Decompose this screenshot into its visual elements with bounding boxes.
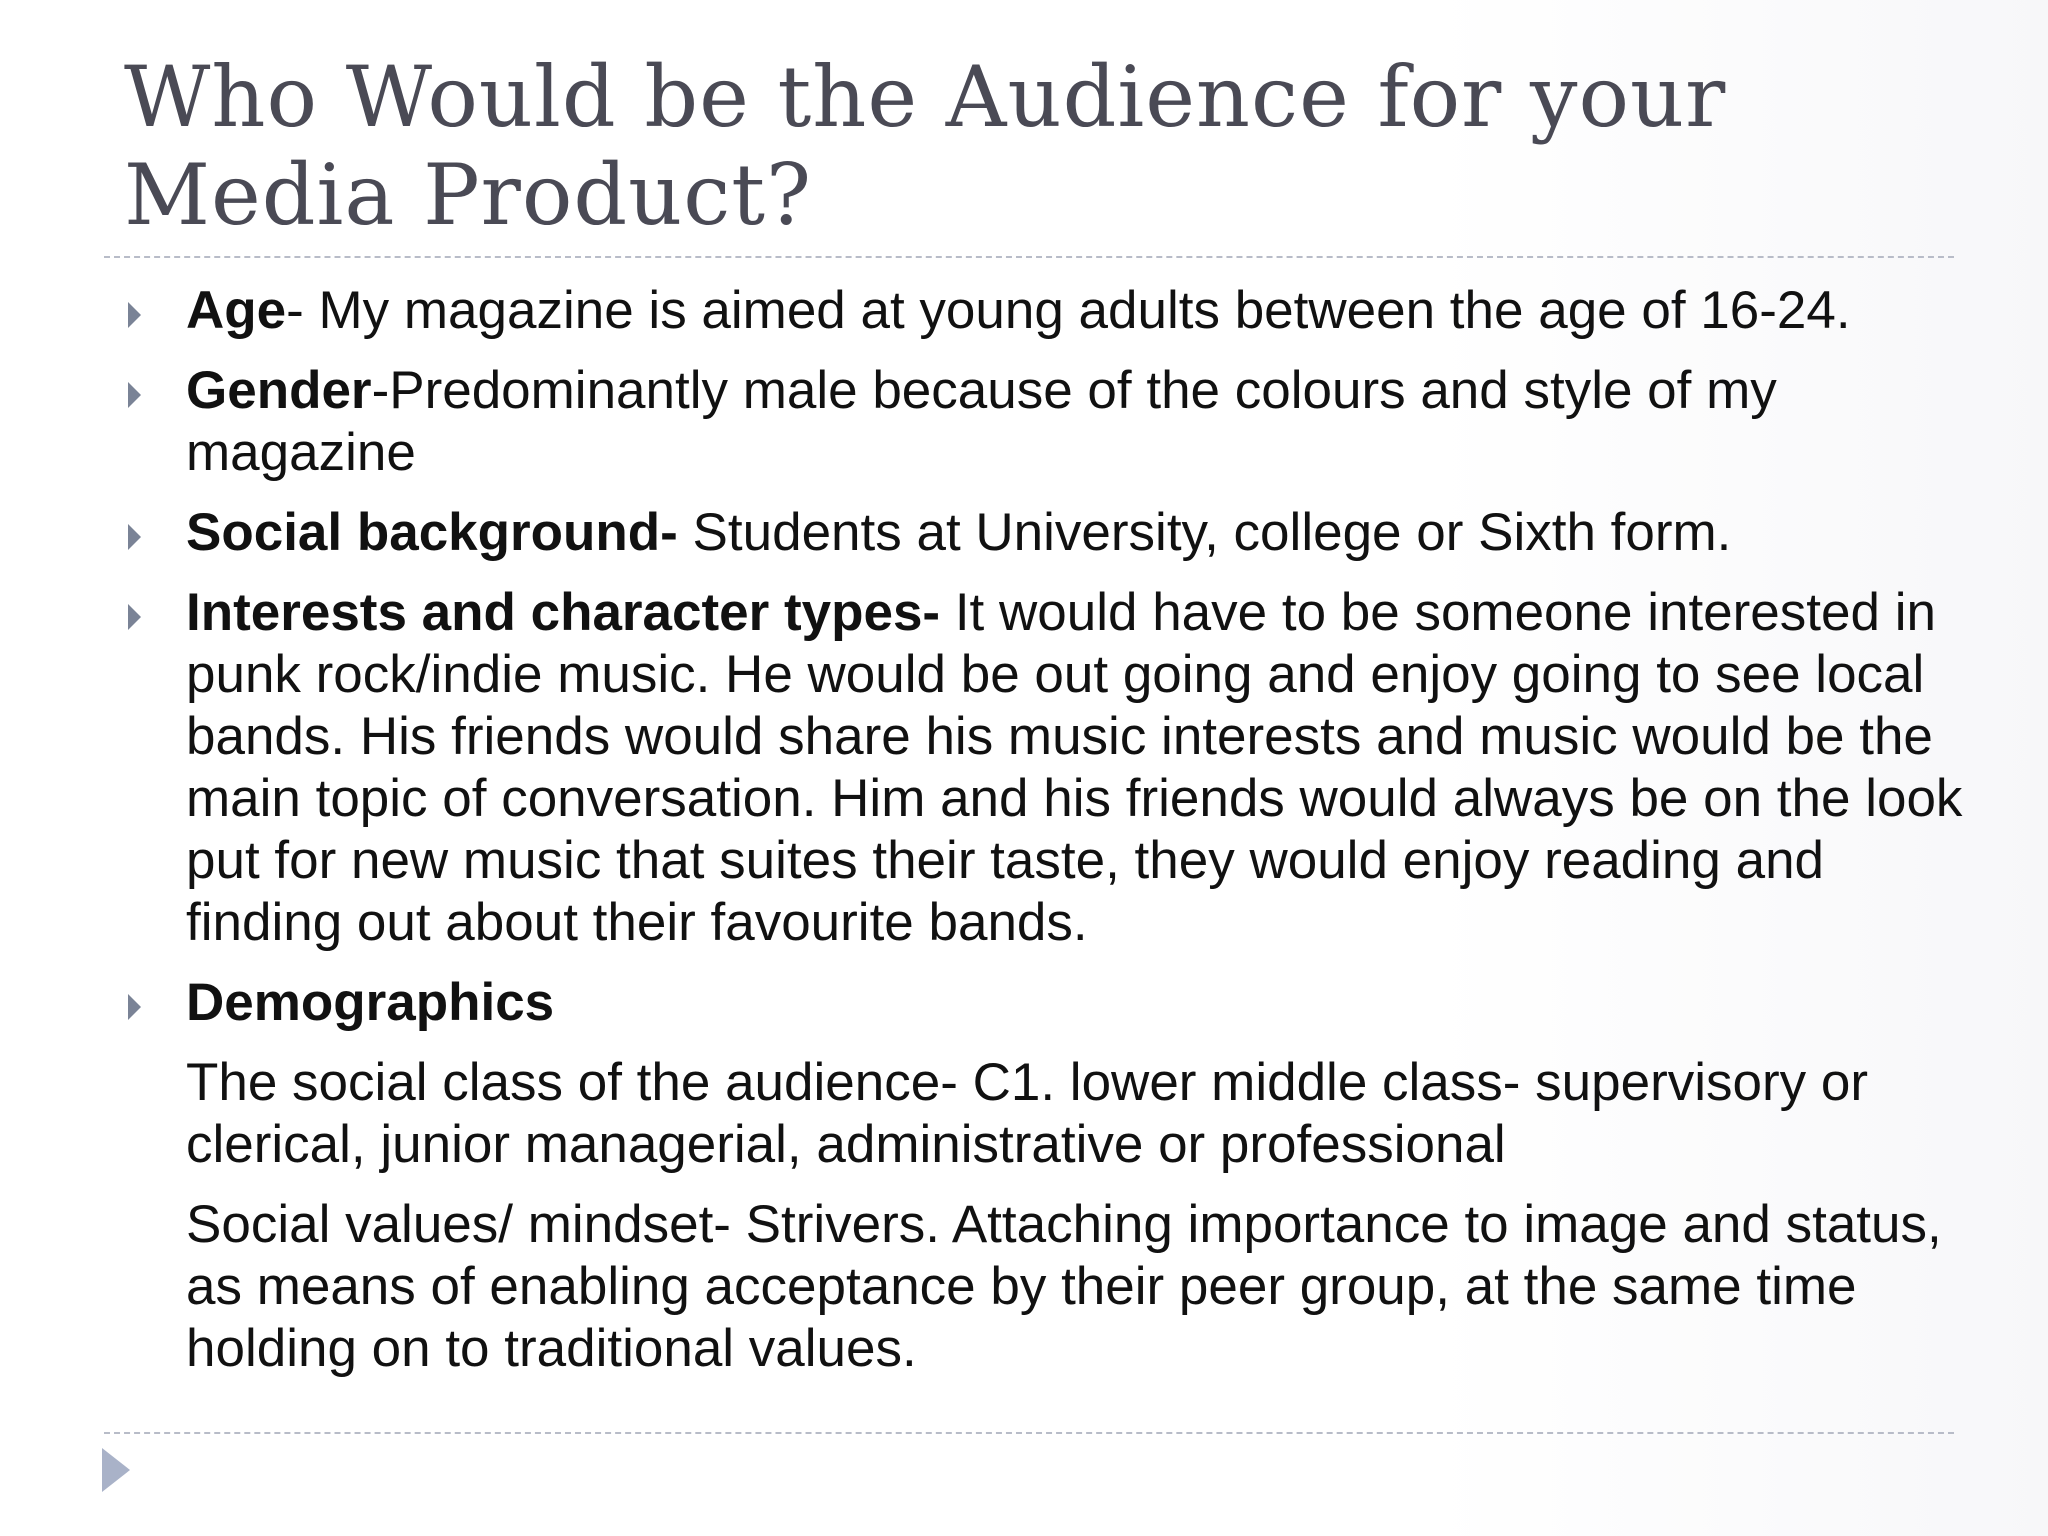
triangle-bullet-icon — [128, 382, 141, 408]
bullet-social-background — [124, 502, 1964, 564]
triangle-bullet-icon — [128, 604, 141, 630]
bullet-term: Demographics — [186, 973, 555, 1032]
footer-divider — [104, 1432, 1954, 1434]
slide-title: Who Would be the Audience for your Media Product? — [124, 48, 1727, 244]
slide-body — [124, 280, 1964, 1398]
bullet-term: Social background- — [186, 503, 678, 562]
triangle-bullet-icon — [128, 302, 141, 328]
bullet-text: -Predominantly male because of the colours and style of my magazine — [186, 361, 1777, 482]
footer-triangle-icon — [102, 1448, 130, 1492]
bullet-gender — [124, 360, 1964, 484]
bullet-text: It would have to be someone interested in punk rock/indie music. He would be out going and enjoy going to see local bands. His friends would share his music interests and music would be the main topic of conversation. Him and his friends would always be on the look put for new music that suites their taste, they would enjoy reading and finding out about their favourite bands. — [186, 583, 1963, 952]
bullet-term: Interests and character types- — [186, 583, 941, 642]
paragraph-social-class: The social class of the audience- C1. lower middle class- supervisory or clerical, junior managerial, administrative or professional — [186, 1053, 1868, 1174]
bullet-text: Students at University, college or Sixth form. — [677, 503, 1732, 562]
bullet-text: - My magazine is aimed at young adults between the age of 16-24. — [286, 281, 1851, 340]
bullet-age — [124, 280, 1964, 342]
bullet-demographics — [124, 972, 1964, 1034]
paragraph-social-values: Social values/ mindset- Strivers. Attaching importance to image and status, as means of enabling acceptance by their peer group, at the same time holding on to traditional values. — [186, 1195, 1942, 1378]
bullet-term: Gender — [186, 361, 372, 420]
bullet-interests — [124, 582, 1964, 954]
triangle-bullet-icon — [128, 524, 141, 550]
title-divider — [104, 256, 1954, 258]
triangle-bullet-icon — [128, 994, 141, 1020]
bullet-term: Age — [186, 281, 287, 340]
